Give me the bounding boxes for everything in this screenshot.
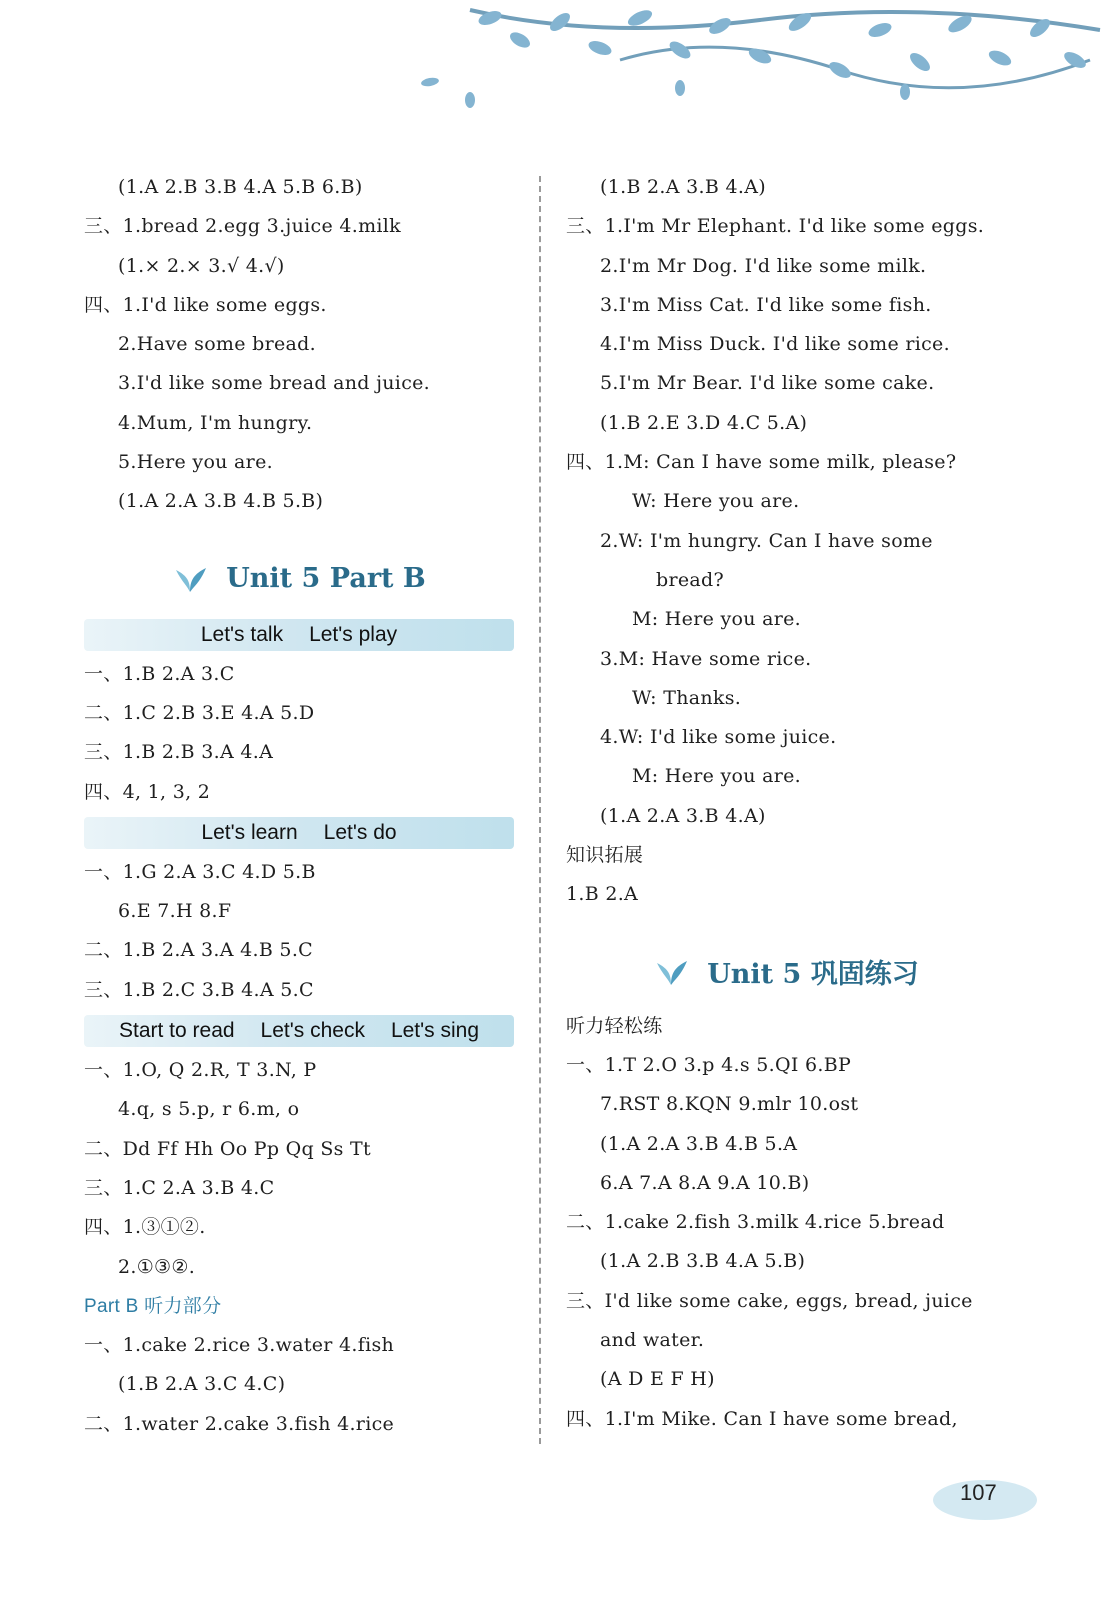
answer-line: 三、1.B 2.C 3.B 4.A 5.C — [84, 978, 314, 1001]
answer-line: 4.W: I'd like some juice. — [600, 726, 837, 749]
band-label: Let's learn — [201, 820, 298, 844]
answer-line: (A D E F H) — [600, 1368, 715, 1391]
answer-line: 三、I'd like some cake, eggs, bread, juice — [566, 1289, 973, 1312]
answer-line: 7.RST 8.KQN 9.mlr 10.ost — [600, 1093, 859, 1116]
answer-line: 三、1.I'm Mr Elephant. I'd like some eggs. — [566, 215, 985, 238]
unit-heading — [566, 937, 1006, 1007]
page-number: 107 — [960, 1480, 997, 1505]
answer-line: 6.A 7.A 8.A 9.A 10.B) — [600, 1171, 810, 1194]
answer-line: 二、1.cake 2.fish 3.milk 4.rice 5.bread — [566, 1211, 945, 1234]
unit-heading — [84, 544, 514, 614]
answer-line: W: Here you are. — [632, 490, 800, 513]
answer-line: 一、1.G 2.A 3.C 4.D 5.B — [84, 860, 316, 883]
section-heading: 听力轻松练 — [566, 1015, 663, 1037]
answer-line: 一、1.O, Q 2.R, T 3.N, P — [84, 1059, 317, 1082]
section-band — [84, 1015, 514, 1047]
answer-line: 四、1.M: Can I have some milk, please? — [566, 451, 957, 474]
sprout-icon — [653, 957, 689, 987]
band-label: Start to read — [118, 1019, 235, 1043]
answer-line: 四、1.I'm Mike. Can I have some bread, — [566, 1407, 958, 1430]
answer-line: (1.A 2.A 3.B 4.B 5.B) — [118, 490, 324, 513]
answer-line: (1.× 2.× 3.√ 4.√) — [118, 254, 285, 277]
sprout-icon — [172, 564, 208, 594]
page-number-badge — [930, 1470, 1040, 1524]
band-label: Let's do — [323, 820, 397, 844]
unit-title: Unit 5 Part B — [226, 563, 426, 595]
answer-line: 四、1.I'd like some eggs. — [84, 293, 327, 316]
answer-line: 三、1.C 2.A 3.B 4.C — [84, 1176, 275, 1199]
answer-line: M: Here you are. — [632, 765, 802, 788]
band-label: Let's sing — [390, 1019, 480, 1043]
section-band — [84, 619, 514, 651]
answer-line: 2.①③②. — [118, 1255, 196, 1278]
answer-line: 一、1.T 2.O 3.p 4.s 5.QI 6.BP — [566, 1053, 852, 1076]
leaf-branch-decoration — [0, 0, 1107, 150]
answer-line: (1.A 2.B 3.B 4.A 5.B) — [600, 1250, 806, 1273]
column-divider — [539, 176, 541, 1444]
section-heading: 知识拓展 — [566, 845, 644, 867]
answer-line: 三、1.B 2.B 3.A 4.A — [84, 741, 274, 764]
answer-line: (1.B 2.A 3.B 4.A) — [600, 176, 766, 198]
answer-line: 四、4, 1, 3, 2 — [84, 780, 211, 803]
answer-line: 2.W: I'm hungry. Can I have some — [600, 529, 933, 552]
answer-line: 二、1.B 2.A 3.A 4.B 5.C — [84, 939, 314, 962]
unit-title: Unit 5 巩固练习 — [707, 959, 919, 991]
answer-line: 1.B 2.A — [566, 883, 639, 906]
section-band — [84, 817, 514, 849]
answer-line: 3.I'm Miss Cat. I'd like some fish. — [600, 293, 932, 316]
band-label: Let's play — [309, 622, 398, 646]
answer-line: 3.I'd like some bread and juice. — [118, 372, 431, 395]
answer-line: and water. — [600, 1329, 705, 1352]
answer-line: 5.I'm Mr Bear. I'd like some cake. — [600, 372, 935, 395]
answer-line: 二、1.water 2.cake 3.fish 4.rice — [84, 1412, 395, 1435]
answer-line: 二、1.C 2.B 3.E 4.A 5.D — [84, 701, 315, 724]
answer-line: 2.I'm Mr Dog. I'd like some milk. — [600, 254, 927, 277]
band-label: Let's check — [260, 1019, 365, 1043]
answer-line: (1.A 2.A 3.B 4.A) — [600, 804, 766, 827]
answer-line: (1.A 2.B 3.B 4.A 5.B 6.B) — [118, 176, 363, 198]
answer-line: 6.E 7.H 8.F — [118, 900, 232, 923]
answer-line: 一、1.cake 2.rice 3.water 4.fish — [84, 1334, 395, 1357]
answer-line: 4.q, s 5.p, r 6.m, o — [118, 1098, 300, 1121]
answer-line: 2.Have some bread. — [118, 333, 316, 356]
answer-line: 3.M: Have some rice. — [600, 647, 812, 670]
right-column — [566, 168, 1006, 1439]
answer-line: M: Here you are. — [632, 608, 802, 631]
answer-line: 三、1.bread 2.egg 3.juice 4.milk — [84, 215, 401, 238]
answer-line: 一、1.B 2.A 3.C — [84, 662, 235, 685]
answer-line: (1.B 2.E 3.D 4.C 5.A) — [600, 411, 808, 434]
left-column — [84, 168, 514, 1444]
answer-line: 4.I'm Miss Duck. I'd like some rice. — [600, 333, 950, 356]
answer-line: W: Thanks. — [632, 686, 742, 709]
answer-line: (1.B 2.A 3.C 4.C) — [118, 1373, 286, 1396]
answer-line: bread? — [656, 568, 724, 591]
answer-line: (1.A 2.A 3.B 4.B 5.A — [600, 1132, 798, 1155]
section-heading: Part B 听力部分 — [84, 1295, 222, 1317]
band-label: Let's talk — [200, 622, 284, 646]
answer-line: 5.Here you are. — [118, 451, 273, 474]
answer-line: 二、Dd Ff Hh Oo Pp Qq Ss Tt — [84, 1137, 371, 1160]
answer-line: 四、1.③①②. — [84, 1216, 206, 1239]
answer-line: 4.Mum, I'm hungry. — [118, 411, 313, 434]
